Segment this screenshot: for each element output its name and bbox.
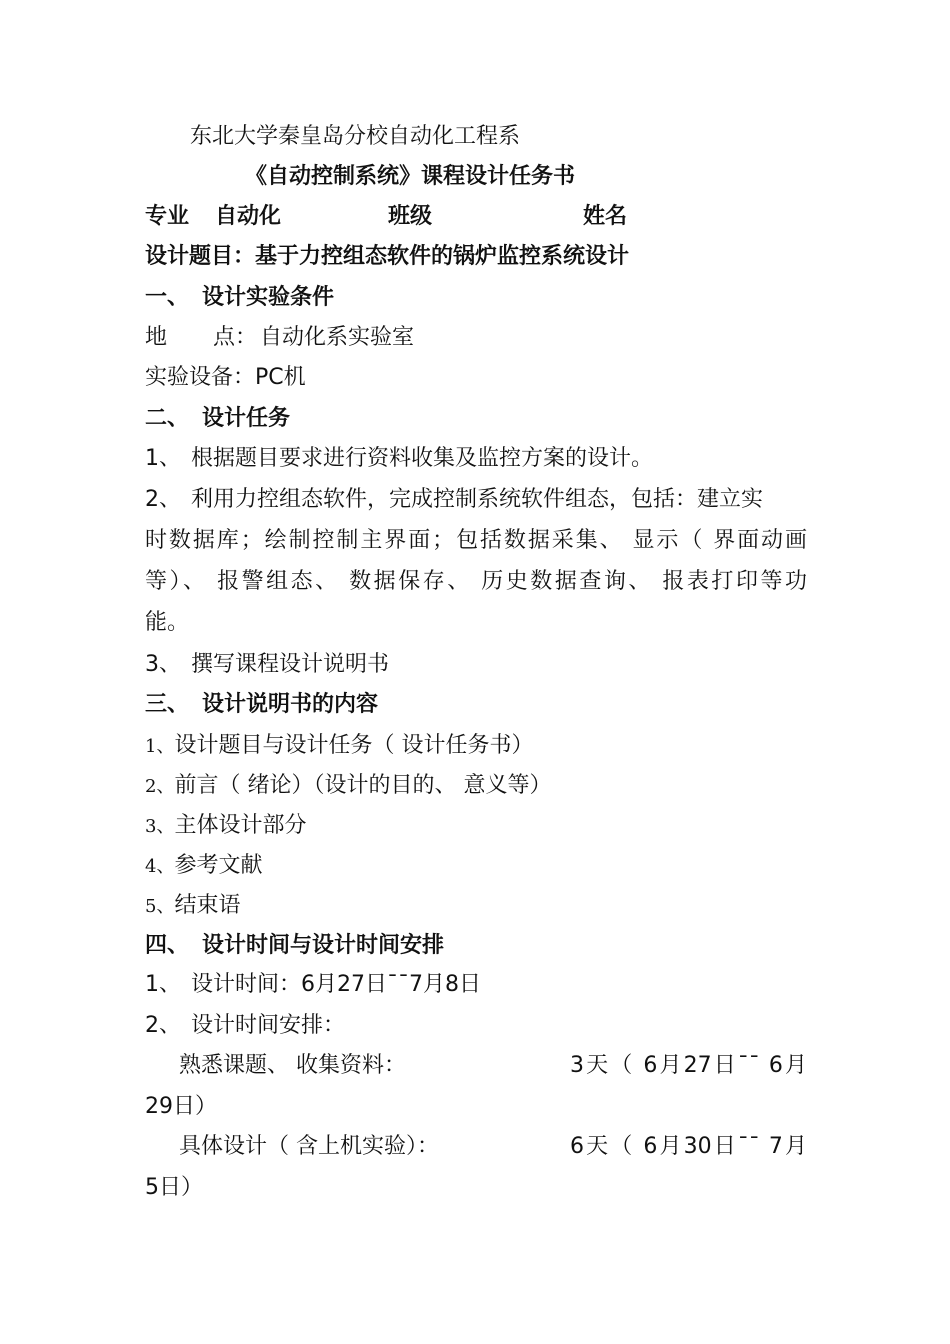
section-heading-3	[145, 690, 807, 720]
task-item-2-line-2: 时数据库；绘制控制主界面；包括数据采集、 显示（ 界面动画	[145, 528, 807, 553]
task-item-2-line-4: 能。	[145, 610, 190, 635]
schedule-item-1	[145, 1051, 807, 1081]
task-item-3	[145, 650, 807, 680]
schedule-item-2-continuation: 5日）	[145, 1175, 203, 1200]
equipment-line: 实验设备：PC机	[145, 365, 306, 390]
major-value: 自动化	[215, 204, 282, 229]
location-label-part2: 点：	[213, 325, 258, 350]
schedule-item-1-continuation: 29日）	[145, 1094, 217, 1119]
section-number: 四、	[145, 933, 190, 958]
section-heading-4	[145, 931, 807, 961]
class-label: 班级	[388, 204, 433, 229]
item-number: 3、	[145, 652, 181, 677]
location-line	[145, 323, 807, 353]
location-label-part1: 地	[145, 325, 168, 350]
task-item-1	[145, 444, 807, 474]
item-number: 1、	[145, 446, 181, 471]
section-number: 三、	[145, 692, 190, 717]
student-info-row	[145, 202, 807, 232]
section-title: 设计任务	[202, 406, 291, 431]
item-number: 2、	[145, 487, 181, 512]
design-topic: 设计题目：基于力控组态软件的锅炉监控系统设计	[145, 244, 630, 269]
item-number: 2、	[145, 776, 175, 797]
task-item-2-line-1	[145, 485, 807, 515]
item-text: 根据题目要求进行资料收集及监控方案的设计。	[191, 446, 654, 471]
department-heading: 东北大学秦皇岛分校自动化工程系	[190, 124, 521, 149]
location-value: 自动化系实验室	[260, 325, 415, 350]
item-text: 设计时间安排：	[191, 1013, 346, 1038]
item-number: 5、	[145, 896, 175, 917]
content-item-2	[145, 771, 807, 802]
major-label: 专业	[145, 204, 190, 229]
document-title: 《自动控制系统》课程设计任务书	[245, 164, 576, 189]
design-time-line	[145, 970, 807, 1000]
item-number: 3、	[145, 816, 175, 837]
section-heading-2	[145, 404, 807, 434]
item-number: 1、	[145, 972, 181, 997]
schedule-item-label: 具体设计（ 含上机实验）：	[179, 1134, 439, 1159]
section-title: 设计实验条件	[202, 285, 335, 310]
section-number: 二、	[145, 406, 190, 431]
schedule-item-label: 熟悉课题、 收集资料：	[179, 1053, 406, 1078]
content-item-3	[145, 811, 807, 842]
section-heading-1	[145, 283, 807, 313]
item-text: 设计题目与设计任务（ 设计任务书）	[174, 733, 534, 758]
schedule-heading-line	[145, 1011, 807, 1041]
item-text: 撰写课程设计说明书	[191, 652, 390, 677]
item-number: 1、	[145, 736, 175, 757]
section-title: 设计说明书的内容	[202, 692, 379, 717]
item-number: 4、	[145, 856, 175, 877]
content-item-4	[145, 851, 807, 882]
task-item-2-line-3: 等）、 报警组态、 数据保存、 历史数据查询、 报表打印等功	[145, 569, 807, 594]
item-number: 2、	[145, 1013, 181, 1038]
section-title: 设计时间与设计时间安排	[202, 933, 445, 958]
content-item-1	[145, 731, 807, 762]
content-item-5	[145, 891, 807, 922]
section-number: 一、	[145, 285, 190, 310]
schedule-item-value: 3天（ 6月27日¯¯ 6月	[570, 1053, 807, 1078]
item-text: 结束语	[174, 893, 241, 918]
name-label: 姓名	[583, 204, 628, 229]
item-text: 参考文献	[174, 853, 263, 878]
item-text: 利用力控组态软件，完成控制系统软件组态，包括：建立实	[191, 487, 764, 512]
schedule-item-value: 6天（ 6月30日¯¯ 7月	[570, 1134, 807, 1159]
item-text: 主体设计部分	[174, 813, 307, 838]
item-text: 前言（ 绪论）（设计的目的、 意义等）	[174, 773, 552, 798]
schedule-item-2	[145, 1132, 807, 1162]
item-text: 设计时间：6月27日¯¯7月8日	[191, 972, 481, 997]
